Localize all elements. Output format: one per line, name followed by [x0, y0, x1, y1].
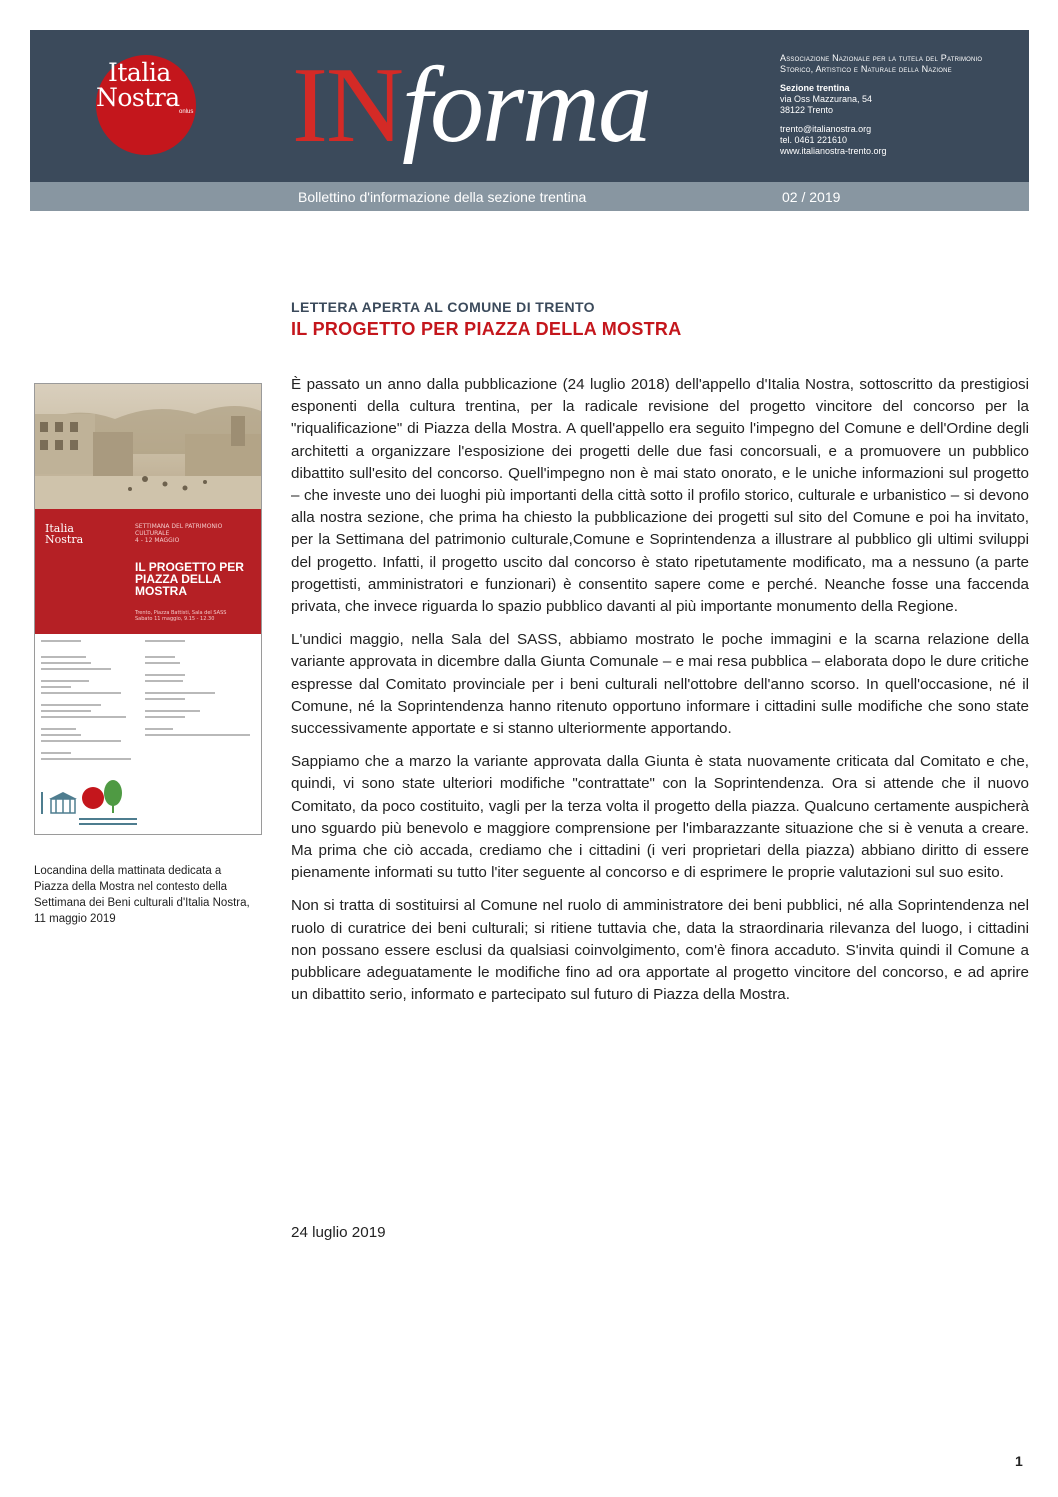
event-poster-image — [34, 383, 262, 835]
masthead-bar — [30, 30, 1029, 182]
article-body — [291, 374, 1029, 1017]
masthead-prefix: IN — [292, 46, 402, 165]
association-name-1: Associazione Nazionale per la tutela del Patrimonio — [780, 53, 983, 63]
masthead-suffix: forma — [401, 46, 650, 165]
association-name-2: Storico, Artistico e Naturale della Nazione — [780, 64, 952, 74]
publication-title — [292, 46, 650, 165]
paragraph-4: Non si tratta di sostituirsi al Comune nel ruolo di amministratore dei beni pubblici, né alla Soprintendenza nel ruolo di curatrice dei beni culturali; si ritiene tuttavia che, data la straordinaria rilevanza del luogo, i cittadini non possano essere esclusi da qualsiasi coinvolgimento, com'è finora accaduto. S'invita quindi il Comune a pubblicare adeguatamente le modifiche fino ad ora apportate al progetto vincitore del concorso, e ad aprire un dibattito serio, informato e partecipato sul futuro di Piazza della Mostra. — [291, 897, 1029, 1004]
paragraph-1: È passato un anno dalla pubblicazione (24 luglio 2018) dell'appello d'Italia Nostra, sottoscritto da prestigiosi esponenti della cultura trentina, per la radicale revisione del progetto vincitore del concorso per la "riqualificazione" di Piazza della Mostra. A quell'appello era seguito l'impegno del Comune e dell'Ordine degli architetti a organizzare l'esposizione dei progetti delle due fasi concorsuali, e a promuovere un pubblico dibattito sull'esito del concorso. Quell'impegno non è mai stato onorato, e le uniche informazioni sul progetto – che investe uno dei luoghi più importanti della città sotto il profilo storico, culturale e urbanistico – si devono alla nostra sezione, che prima ha chiesto la pubblicazione dei progetti sul sito del Comune e poi ha invitato, per la Settimana del patrimonio culturale,Comune e Soprintendenza a illustrare al pubblico gli ultimi sviluppi del progetto. Infatti, il progetto uscito dal concorso è stato ripetutamente modificato, ma a nessuno (a parte progettisti, amministratori e funzionari) è consentito sapere come e perché. Neanche fosse una faccenda privata, che invece riguarda lo spazio pubblico davanti al più importante monumento della Regione. — [291, 376, 1029, 616]
article-date: 24 luglio 2019 — [291, 1224, 386, 1241]
section-name: Sezione trentina — [780, 83, 850, 93]
paragraph-3: Sappiamo che a marzo la variante approvata dalla Giunta è stata nuovamente criticata dal Comitato e che, quindi, vi sono state ulteriori modifiche "contrattate" con la Soprintendenza. Ora si attende che il nuovo Comitato, da poco costituito, vagli per la terza volta il progetto della piazza. Qualcuno certamente auspicherà uno sguardo più benevolo e maggiore comprensione per l'imbarazzante situazione che si è venuta a creare. Ma prima che ciò accada, crediamo che i cittadini (i veri proprietari della piazza) abbiano diritto di essere pienamente informati su tutto l'iter seguente al concorso e di esprimere le proprie valutazioni sul suo esito. — [291, 753, 1029, 882]
poster-event-line-3: 4 - 12 MAGGIO — [135, 537, 180, 544]
poster-title — [135, 561, 259, 597]
poster-title-line-3: MOSTRA — [135, 584, 187, 598]
logo-wordmark — [92, 60, 212, 110]
bulletin-bar — [30, 182, 1029, 211]
poster-program — [35, 634, 262, 834]
poster-event-line-1: SETTIMANA DEL PATRIMONIO — [135, 523, 223, 530]
historic-square-illustration — [35, 384, 262, 509]
paragraph-2: L'undici maggio, nella Sala del SASS, abbiamo mostrato le poche immagini e la scarna relazione della variante approvata in dicembre dalla Giunta Comunale – e mai resa pubblica – elaborata dopo le dure critiche espresse dal Comitato provinciale per i beni culturali nell'ottobre dell'anno scorso. In quell'occasione, né il Comune, né la Soprintendenza hanno ritenuto opportuno informare i cittadini sulle modifiche che sono state successivamente apportate e si stanno ulteriormente apportando. — [291, 631, 1029, 738]
issue-number: 02 / 2019 — [782, 189, 841, 205]
poster-logo — [45, 523, 83, 545]
poster-time: Sabato 11 maggio, 9.15 - 12.30 — [135, 616, 215, 622]
poster-title-line-1: IL PROGETTO PER — [135, 560, 244, 574]
poster-event-line-2: CULTURALE — [135, 530, 170, 537]
contact-email: trento@italianostra.org — [780, 124, 872, 134]
poster-title-panel — [35, 509, 262, 634]
poster-program-illustration — [35, 634, 262, 834]
logo-line-1: Italia — [108, 58, 171, 87]
bulletin-label: Bollettino d'informazione della sezione trentina — [298, 189, 587, 205]
poster-place: Trento, Piazza Battisti, Sala del SASS — [135, 610, 227, 616]
poster-title-line-2: PIAZZA DELLA — [135, 572, 222, 586]
poster-logo-line-2: Nostra — [45, 533, 84, 546]
poster-logo-line-1: Italia — [45, 522, 74, 535]
poster-historic-photo — [35, 384, 262, 509]
address-line-2: 38122 Trento — [780, 105, 834, 115]
address-line-1: via Oss Mazzurana, 54 — [780, 94, 873, 104]
article-title: IL PROGETTO PER PIAZZA DELLA MOSTRA — [291, 319, 682, 339]
association-info — [780, 53, 1025, 157]
poster-venue — [135, 610, 259, 622]
contact-website: www.italianostra-trento.org — [780, 146, 887, 156]
contact-phone: tel. 0461 221610 — [780, 135, 848, 145]
article-kicker: LETTERA APERTA AL COMUNE DI TRENTO — [291, 299, 595, 315]
poster-event-name — [135, 523, 255, 544]
logo-line-2: Nostra — [96, 83, 180, 112]
poster-caption: Locandina della mattinata dedicata a Piazza della Mostra nel contesto della Settimana dei Beni culturali d'Italia Nostra, 11 maggio 2019 — [34, 865, 250, 925]
page-number: 1 — [1015, 1453, 1023, 1469]
logo-onlus: onlus — [179, 109, 194, 115]
